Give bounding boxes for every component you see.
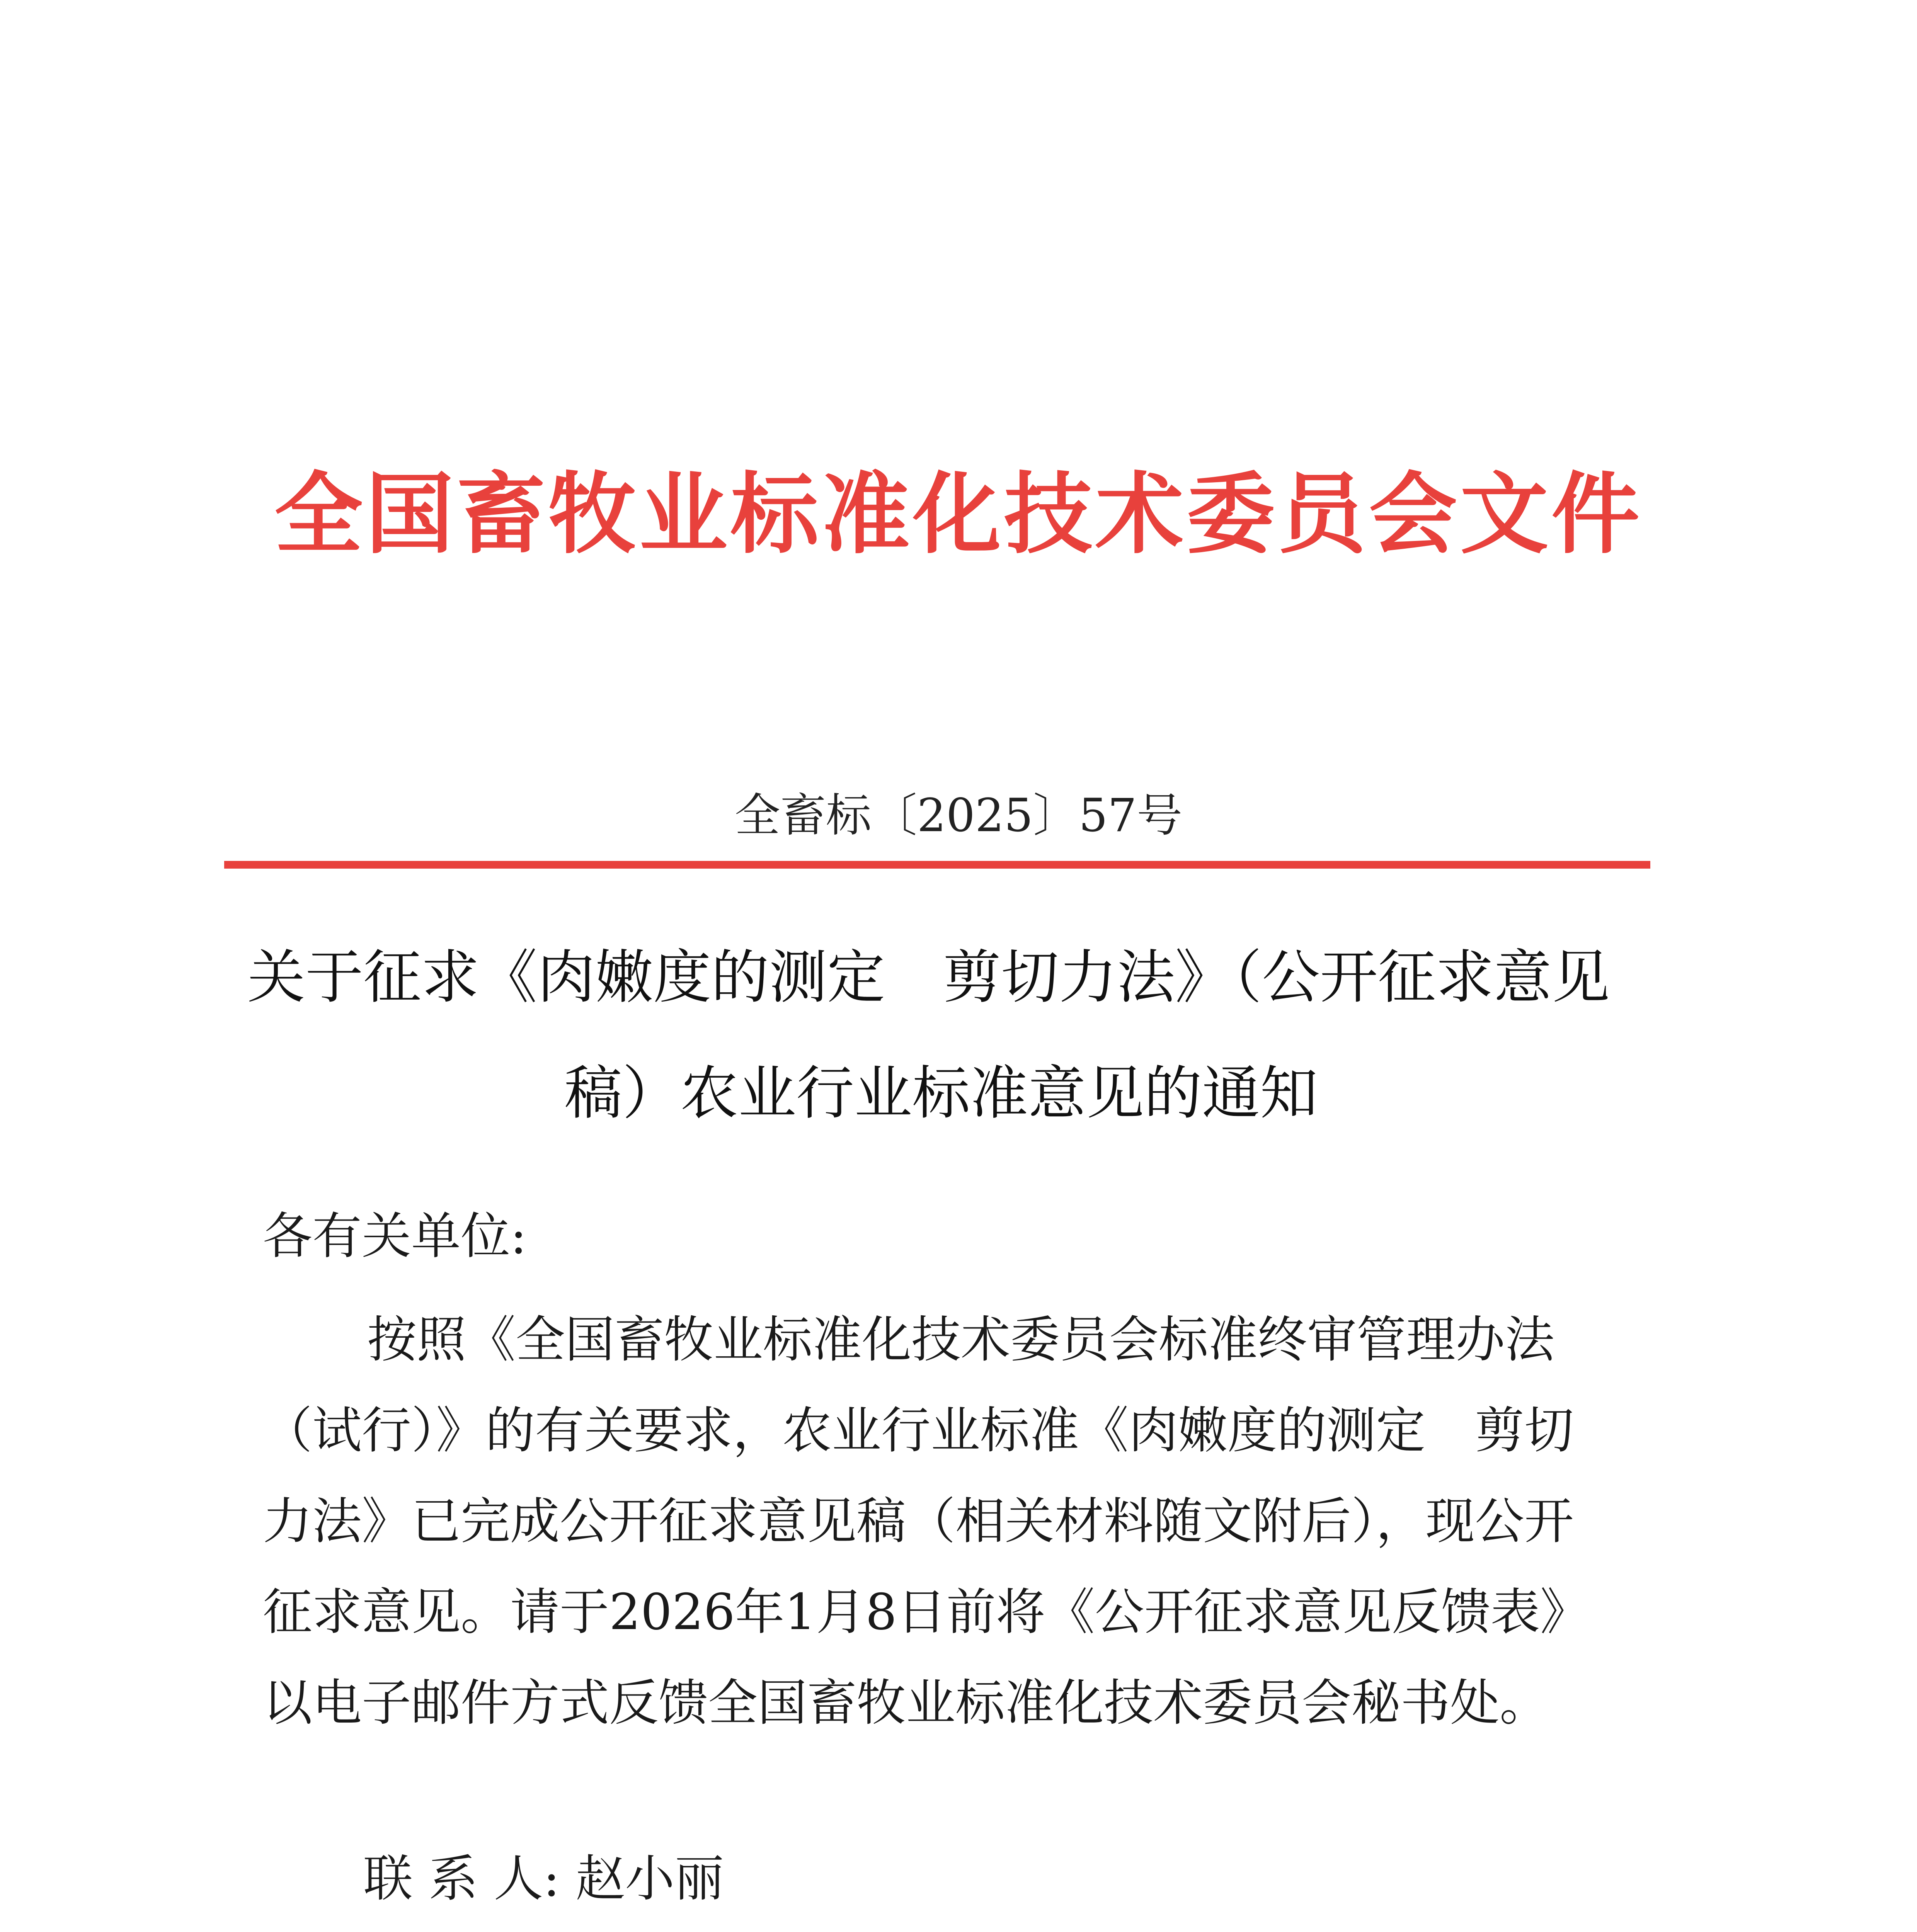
salutation: 各有关单位: (263, 1208, 527, 1265)
contact-person-label: 联 系 人: (363, 1850, 560, 1908)
notice-body (263, 1294, 1693, 1748)
document-header-title: 全国畜牧业标准化技术委员会文件 (274, 462, 1643, 566)
contact-phone-row (363, 1926, 1066, 1932)
document-number: 全畜标〔2025〕57号 (734, 789, 1183, 842)
subject-line-2: 稿）农业行业标准意见的通知 (564, 1060, 1318, 1127)
body-line: （试行）》的有关要求，农业行业标准《肉嫩度的测定 剪切 (263, 1402, 1574, 1459)
subject-line-1: 关于征求《肉嫩度的测定 剪切力法》（公开征求意见 (247, 944, 1610, 1011)
contact-info (363, 1832, 1066, 1932)
body-line: 力法》已完成公开征求意见稿（相关材料随文附后），现公开 (263, 1493, 1574, 1550)
body-line: 征求意见。请于2026年1月8日前将《公开征求意见反馈表》 (263, 1583, 1590, 1641)
contact-person-value: 赵小丽 (575, 1850, 724, 1908)
header-divider (224, 861, 1650, 869)
contact-person-row (363, 1832, 1066, 1926)
notice-subject (247, 920, 1677, 1151)
body-line: 以电子邮件方式反馈全国畜牧业标准化技术委员会秘书处。 (263, 1674, 1549, 1732)
body-line: 按照《全国畜牧业标准化技术委员会标准终审管理办法 (367, 1311, 1555, 1369)
